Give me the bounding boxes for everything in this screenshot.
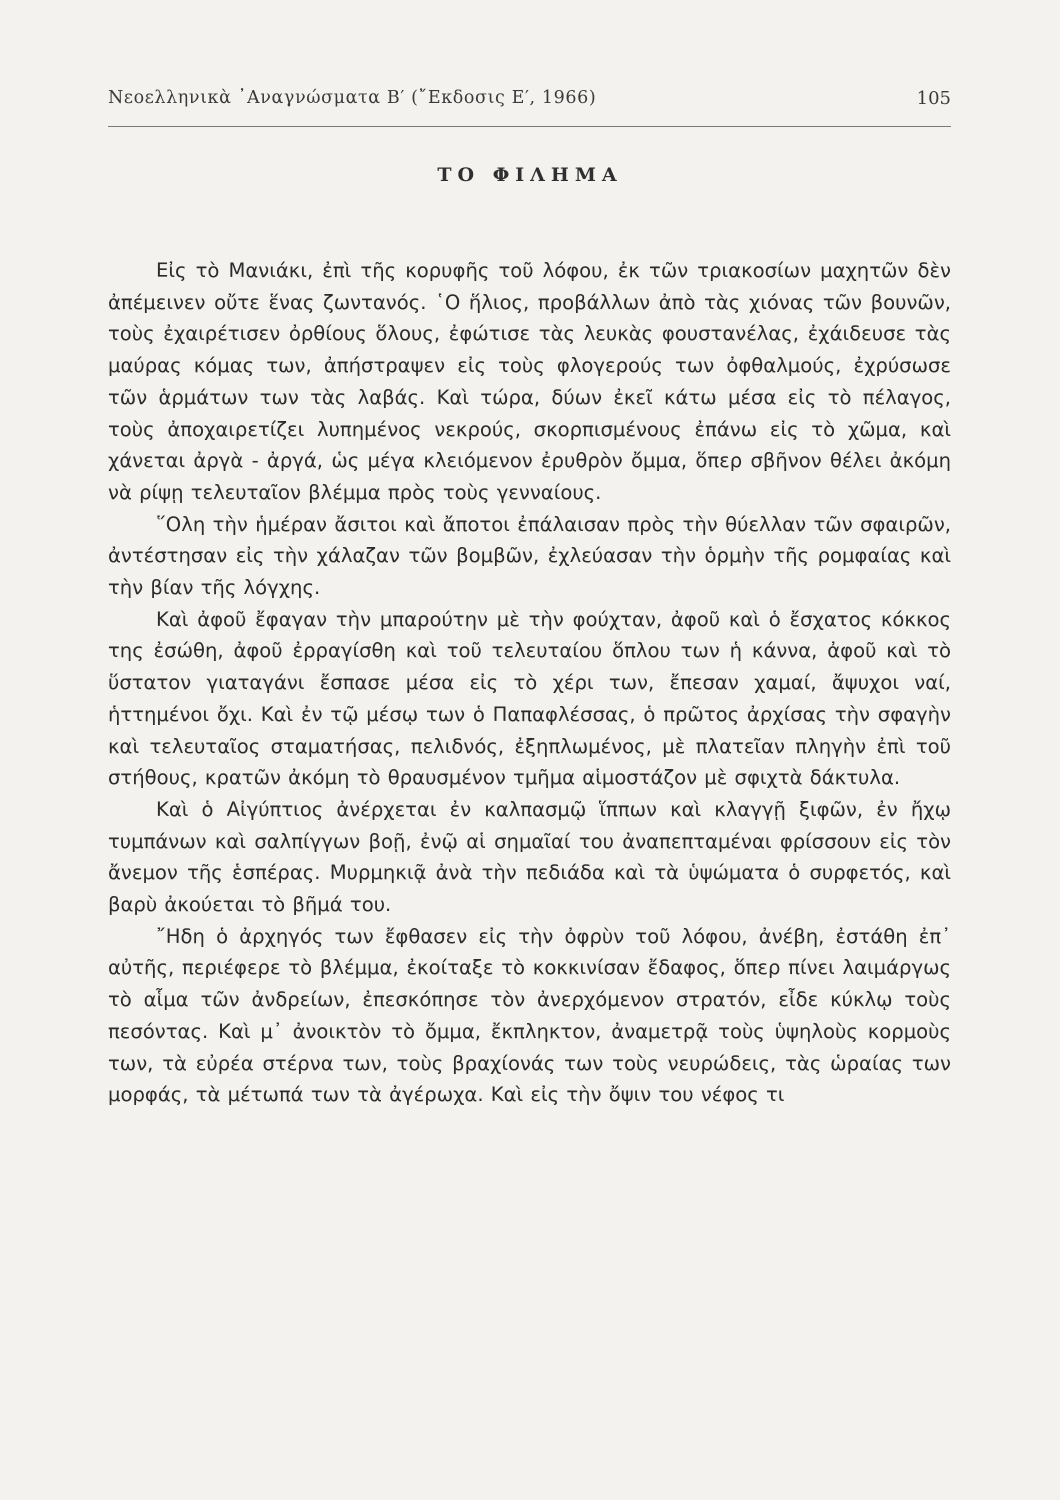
chapter-title: ΤΟ ΦΙΛΗΜΑ [437,164,623,186]
page-number: 105 [916,88,951,109]
paragraph: Καὶ ὁ Αἰγύπτιος ἀνέρχεται ἐν καλπασμῷ ἵππων καὶ κλαγγῇ ξιφῶν, ἐν ἤχῳ τυμπάνων καὶ σαλπίγγων βοῇ, ἐνῷ αἱ σημαῖαί του ἀναπεπταμέναι φρίσσουν εἰς τὸν ἄνεμον τῆς ἑσπέρας. Μυρμηκιᾷ ἀνὰ τὴν πεδιάδα καὶ τὰ ὑψώματα ὁ συρφετός, καὶ βαρὺ ἀκούεται τὸ βῆμά του. [108,797,951,917]
paragraph: Εἰς τὸ Μανιάκι, ἐπὶ τῆς κορυφῆς τοῦ λόφου, ἐκ τῶν τριακοσίων μαχητῶν δὲν ἀπέμεινεν οὔτε ἕνας ζωντανός. ῾Ο ἥλιος, προβάλλων ἀπὸ τὰς χιόνας τῶν βουνῶν, τοὺς ἐχαιρέτισεν ὀρθίους ὅλους, ἐφώτισε τὰς λευκὰς φουστανέλας, ἐχάιδευσε τὰς μαύρας κόμας των, ἀπήστραψεν εἰς τοὺς φλογερούς των ὀφθαλμούς, ἐχρύσωσε τῶν ἁρμάτων των τὰς λαβάς. Καὶ τώρα, δύων ἐκεῖ κάτω μέσα εἰς τὸ πέλαγος, τοὺς ἀποχαιρετίζει λυπημένος νεκρούς, σκορπισμένους ἐπάνω εἰς τὸ χῶμα, καὶ χάνεται ἀργὰ - ἀργά, ὡς μέγα κλειόμενον ἐρυθρὸν ὄμμα, ὅπερ σβῆνον θέλει ἀκόμη νὰ ρίψῃ τελευταῖον βλέμμα πρὸς τοὺς γενναίους. [108,259,951,504]
body-text [108,255,951,1111]
running-header [108,86,951,127]
paragraph: Καὶ ἀφοῦ ἔφαγαν τὴν μπαρούτην μὲ τὴν φούχταν, ἀφοῦ καὶ ὁ ἔσχατος κόκκος της ἐσώθη, ἀφοῦ ἐρραγίσθη καὶ τοῦ τελευταίου ὅπλου των ἡ κάννα, ἀφοῦ καὶ τὸ ὕστατον γιαταγάνι ἔσπασε μέσα εἰς τὸ χέρι των, ἔπεσαν χαμαί, ἄψυχοι ναί, ἡττημένοι ὄχι. Καὶ ἐν τῷ μέσῳ των ὁ Παπαφλέσσας, ὁ πρῶτος ἀρχίσας τὴν σφαγὴν καὶ τελευταῖος σταματήσας, πελιδνός, ἐξηπλωμένος, μὲ πλατεῖαν πληγὴν ἐπὶ τοῦ στήθους, κρατῶν ἀκόμη τὸ θραυσμένον τμῆμα αἱμοστάζον μὲ σφιχτὰ δάκτυλα. [108,607,951,790]
paragraph: ῎Ηδη ὁ ἀρχηγός των ἔφθασεν εἰς τὴν ὀφρὺν τοῦ λόφου, ἀνέβη, ἐστάθη ἐπ᾿ αὐτῆς, περιέφερε τὸ βλέμμα, ἐκοίταξε τὸ κοκκινίσαν ἔδαφος, ὅπερ πίνει λαιμάργως τὸ αἷμα τῶν ἀνδρείων, ἐπεσκόπησε τὸν ἀνερχόμενον στρατόν, εἶδε κύκλῳ τοὺς πεσόντας. Καὶ μ᾿ ἀνοικτὸν τὸ ὄμμα, ἔκπληκτον, ἀναμετρᾷ τοὺς ὑψηλοὺς κορμοὺς των, τὰ εὐρέα στέρνα των, τοὺς βραχίονάς των τοὺς νευρώδεις, τὰς ὡραίας των μορφάς, τὰ μέτωπά των τὰ ἀγέρωχα. Καὶ εἰς τὴν ὄψιν του νέφος τι [108,924,951,1107]
running-title: Νεοελληνικὰ ᾿Αναγνώσματα Β′ (῎Εκδοσις Ε′, 1966) [108,88,597,108]
paragraph: ῞Ολη τὴν ἡμέραν ἄσιτοι καὶ ἄποτοι ἐπάλαισαν πρὸς τὴν θύελλαν τῶν σφαιρῶν, ἀντέστησαν εἰς τὴν χάλαζαν τῶν βομβῶν, ἐχλεύασαν τὴν ὁρμὴν τῆς ρομφαίας καὶ τὴν βίαν τῆς λόγχης. [108,512,951,600]
